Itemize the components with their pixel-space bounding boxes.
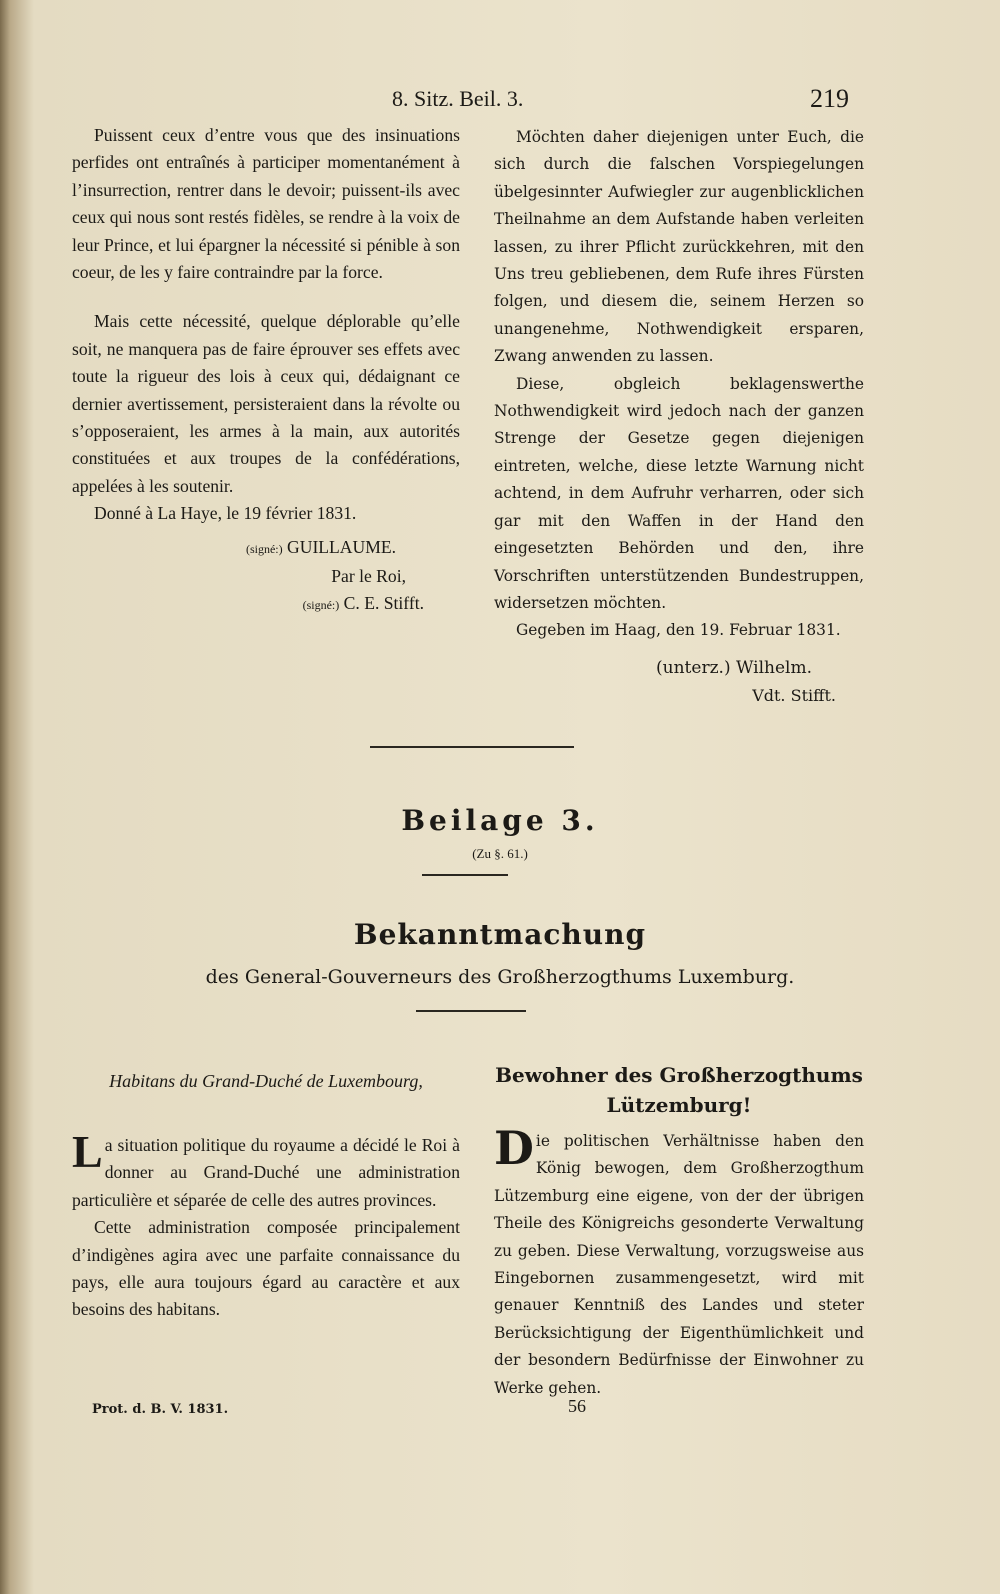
french-column-bottom [72,1126,460,1324]
french-paragraph: La situation politique du royaume a décidé le Roi à donner au Grand-Duché une administration particulière et séparée de celle des autres provinces. [72,1126,460,1210]
footer-signature-mark: Prot. d. B. V. 1831. [92,1402,229,1417]
drop-cap: D [494,1121,534,1175]
french-date: Donné à La Haye, le 19 février 1831. [94,503,357,524]
german-paragraph: Möchten daher diejenigen unter Euch, die sich durch die falschen Vorspiegelungen übelgesinnter Aufwiegler zur augenblicklichen Theilnahme an dem Aufstande haben verleiten lassen, zu ihrer Pflicht zurückkehren, mit den Uns treu gebliebenen, dem Rufe ihres Fürsten folgen, und diesem die, seinem Herzen so unangenehme, Nothwendigkeit ersparen, Zwang anwenden zu lassen. [494,128,864,366]
divider [422,874,508,876]
divider [370,746,574,748]
section-reference: 8. Sitz. Beil. 3. [392,86,524,111]
announcement-subheading: des General-Gouverneurs des Großherzogthums Luxemburg. [205,966,795,988]
running-header [0,80,1000,120]
supplement-title: Beilage 3. [401,804,599,837]
german-date: Gegeben im Haag, den 19. Februar 1831. [516,621,841,640]
french-paragraph: Mais cette nécessité, quelque déplorable qu’elle soit, ne manquera pas de faire éprouver ses effets avec toute la rigueur des lois à ceux qui, dédaignant ce dernier avertissement, persisteraient dans la révolte ou s’opposeraient, les armes à la main, aux autorités constituées et aux troupes de la confédérations, appelées à les soutenir. [72,311,460,496]
french-address: Habitans du Grand-Duché de Luxembourg, [109,1071,423,1091]
german-signature: (unterz.) Wilhelm. [656,657,812,678]
german-address: Bewohner des Großherzogthums Lützemburg! [495,1063,863,1117]
german-paragraph: Diese, obgleich beklagenswerthe Nothwendigkeit wird jedoch nach der ganzen Strenge der Gesetze gegen diejenigen eintreten, welche, diese letzte Warnung nicht achtend, in dem Aufruhr verharren, oder sich gar mit den Waffen in der Hand den eingesetzten Behörden und den, ihre Vorschriften unterstützenden Bundestruppen, widersetzen möchten. [494,374,864,612]
announcement-heading: Bekanntmachung [353,918,647,951]
german-paragraph: Die politischen Verhältnisse haben den König bewogen, dem Großherzogthum Lützemburg eine eigene, von der der übrigen Theile des Königreichs gesonderte Verwaltung zu geben. Diese Verwaltung, vorzugsweise aus Eingebornen zusammengesetzt, wird mit genauer Kenntniß des Landes und steter Berücksichtigung der Eigenthümlichkeit und der besondern Bedürfnisse der Einwohner zu Werke gehen. [494,1121,864,1397]
drop-cap: L [72,1126,103,1177]
divider [416,1010,526,1012]
french-signature: (signé:) GUILLAUME. [245,536,396,557]
french-paragraph: Puissent ceux d’entre vous que des insinuations perfides ont entraînés à participer momentanément à l’insurrection, rentrer dans le devoir; puissent-ils avec ceux qui nous sont restés fidèles, se rendre à la voix de leur Prince, et lui épargner la nécessité si pénible à son coeur, de les y faire contraindre par la force. [72,125,460,283]
german-column-top [494,124,864,709]
german-column-bottom [494,1121,864,1402]
page-number: 219 [810,84,849,113]
sheet-number: 56 [568,1396,586,1416]
french-paragraph: Cette administration composée principalement d’indigènes agira avec une parfaite connaissance du pays, elle aura toujours égard au caractère et aux besoins des habitans. [72,1217,460,1320]
french-column-top [72,122,460,619]
french-countersignature: (signé:) C. E. Stifft. [302,592,424,613]
supplement-reference: (Zu §. 61.) [472,846,528,861]
french-par-le-roi: Par le Roi, [331,565,406,586]
german-countersignature: Vdt. Stifft. [752,685,836,705]
